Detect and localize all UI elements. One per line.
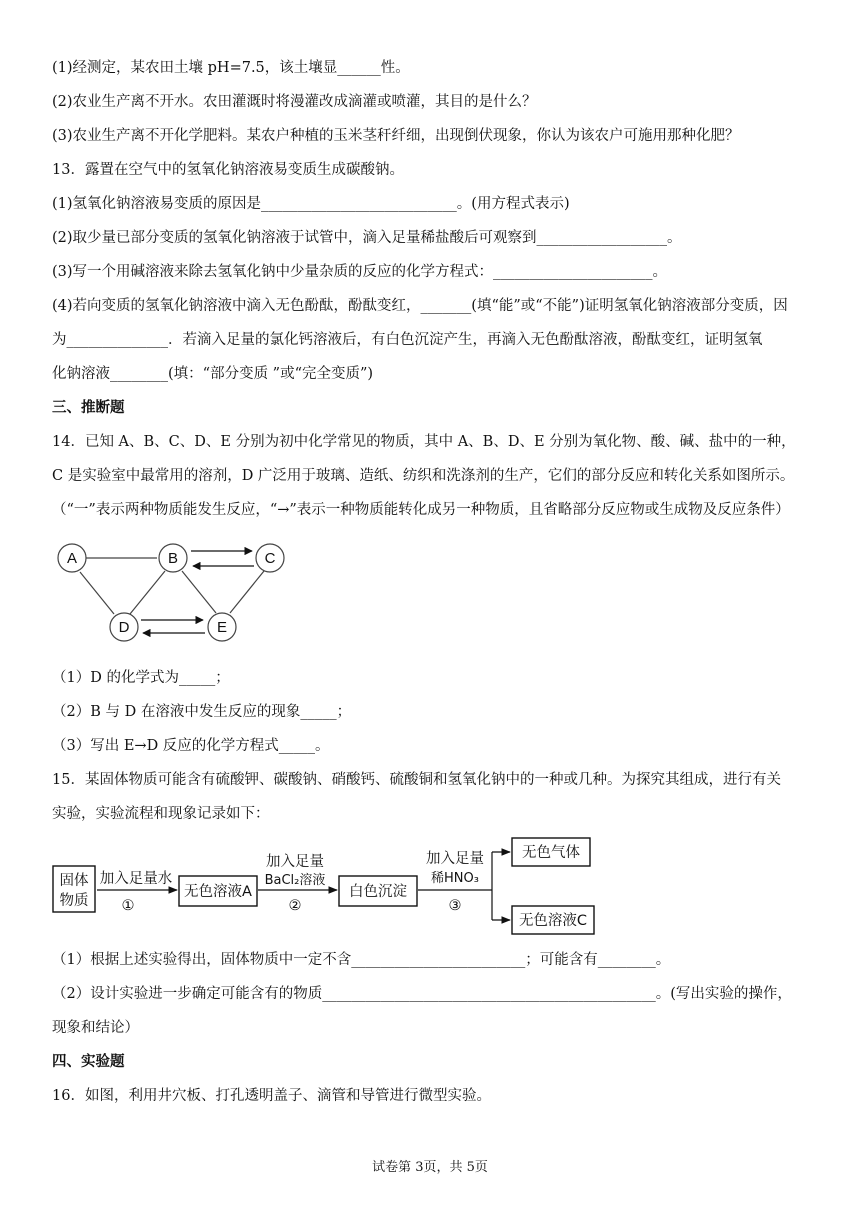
q12-part2: (2)农业生产离不开水。农田灌溉时将漫灌改成滴灌或喷灌，其目的是什么？ — [52, 94, 537, 110]
flow-step3-num: ③ — [448, 898, 462, 914]
edge-b-d — [130, 571, 165, 614]
q14-stem-line1: 14．已知 A、B、C、D、E 分别为初中化学常见的物质，其中 A、B、D、E 分别为氧化物、酸、碱、盐中的一种， — [52, 434, 796, 450]
q15-part2-cont: 现象和结论） — [52, 1020, 139, 1036]
flow-step2-num: ② — [288, 898, 302, 914]
section-heading-inference: 三、推断题 — [52, 400, 125, 416]
q13-part1: (1)氢氧化钠溶液易变质的原因是___________________________。(用方程式表示) — [52, 196, 570, 212]
q16-stem: 16．如图，利用井穴板、打孔透明盖子、滴管和导管进行微型实验。 — [52, 1088, 491, 1104]
node-a — [58, 544, 86, 572]
q14-part1: （1）D 的化学式为_____； — [52, 670, 230, 686]
flow-solid-line1: 固体 — [59, 873, 89, 889]
q12-part3: (3)农业生产离不开化学肥料。某农户种植的玉米茎秆纤细，出现倒伏现象，你认为该农户可施用那种化肥？ — [52, 128, 740, 144]
flow-step3-top: 加入足量 — [426, 851, 484, 867]
q14-part2: （2）B 与 D 在溶液中发生反应的现象_____； — [52, 704, 352, 720]
flow-step3-bottom: 稀HNO₃ — [431, 871, 479, 886]
q14-stem-line2: C 是实验室中最常用的溶剂，D 广泛用于玻璃、造纸、纺织和洗涤剂的生产，它们的部分反应和转化关系如图所示。 — [52, 468, 795, 484]
edge-b-e — [182, 571, 216, 613]
q13-stem: 13．露置在空气中的氢氧化钠溶液易变质生成碳酸钠。 — [52, 162, 404, 178]
edge-a-d — [80, 572, 114, 614]
q14-stem-line3: （“一”表示两种物质能发生反应，“→”表示一种物质能转化成另一种物质，且省略部分反应物或生成物及反应条件） — [52, 502, 790, 518]
flow-solid-line2: 物质 — [59, 893, 89, 909]
flow-solution-c-label: 无色溶液C — [518, 913, 588, 929]
q12-part1: (1)经测定，某农田土壤 pH=7.5，该土壤显______性。 — [52, 60, 410, 76]
node-d — [110, 613, 138, 641]
node-a-label: A — [66, 550, 78, 567]
node-e — [208, 613, 236, 641]
q15-stem-line2: 实验，实验流程和现象记录如下： — [52, 806, 270, 822]
q13-part2: (2)取少量已部分变质的氢氧化钠溶液于试管中，滴入足量稀盐酸后可观察到__________________。 — [52, 230, 682, 246]
flow-step2-top: 加入足量 — [266, 854, 324, 870]
experiment-flowchart — [53, 838, 594, 934]
section-heading-experiment: 四、实验题 — [52, 1054, 125, 1070]
flow-gas-label: 无色气体 — [522, 845, 580, 861]
node-d-label: D — [118, 619, 130, 636]
flow-solution-a-label: 无色溶液A — [184, 884, 252, 900]
flow-step2-bottom: BaCl₂溶液 — [264, 873, 326, 888]
flow-step1-num: ① — [121, 898, 135, 914]
q15-part1: （1）根据上述实验得出，固体物质中一定不含________________________；可能含有________。 — [52, 952, 671, 968]
flow-step1-label: 加入足量水 — [99, 871, 173, 887]
flow-precipitate-label: 白色沉淀 — [349, 884, 407, 900]
q13-part4-line2: 为______________．若滴入足量的氯化钙溶液后，有白色沉淀产生，再滴入无色酚酞溶液，酚酞变红，证明氢氧 — [52, 332, 763, 348]
node-c — [256, 544, 284, 572]
q14-part3: （3）写出 E→D 反应的化学方程式_____。 — [52, 738, 330, 754]
q13-part3: (3)写一个用碱溶液来除去氢氧化钠中少量杂质的反应的化学方程式：______________________。 — [52, 264, 668, 280]
edge-c-e — [230, 571, 264, 613]
q15-part2: （2）设计实验进一步确定可能含有的物质______________________________________________。(写出实验的操作， — [52, 986, 792, 1002]
q15-stem-line1: 15．某固体物质可能含有硫酸钾、碳酸钠、硝酸钙、硫酸铜和氢氧化钠中的一种或几种。为探究其组成，进行有关 — [52, 772, 781, 788]
q13-part4-line3: 化钠溶液________(填：“部分变质 ”或“完全变质”) — [52, 366, 374, 382]
node-b-label: B — [167, 550, 179, 567]
node-c-label: C — [264, 550, 276, 567]
node-b — [159, 544, 187, 572]
page-footer: 试卷第 3页，共 5页 — [372, 1160, 488, 1175]
node-e-label: E — [216, 619, 228, 636]
q13-part4-line1: (4)若向变质的氢氧化钠溶液中滴入无色酚酞，酚酞变红，_______(填“能”或“不能”)证明氢氧化钠溶液部分变质，因 — [52, 298, 788, 314]
